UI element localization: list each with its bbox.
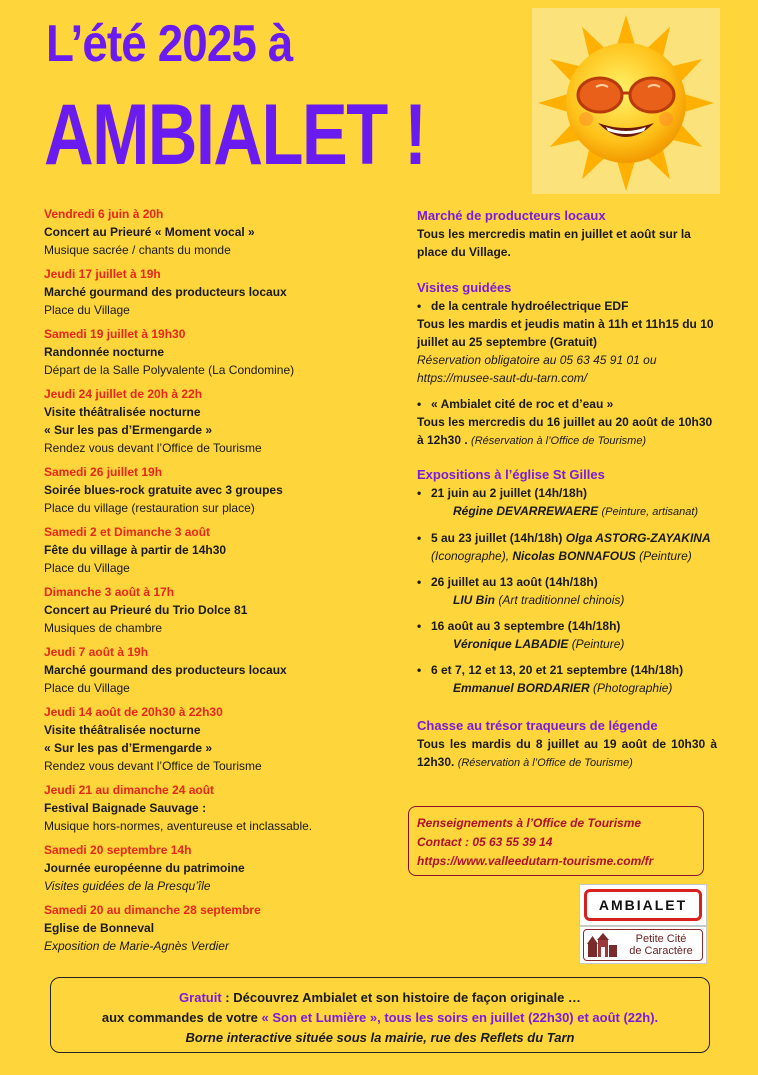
info-line: Renseignements à l’Office de Tourisme [417, 816, 642, 830]
list-item [44, 841, 384, 895]
event-title: Randonnée nocturne [44, 345, 165, 359]
event-date: Jeudi 21 au dimanche 24 août [44, 783, 215, 797]
list-item [417, 395, 717, 413]
event-date: Samedi 26 juillet 19h [44, 465, 163, 479]
market-text: Tous les mercredis matin en juillet et août sur la place du Village. [417, 227, 691, 259]
bullet-icon: • [417, 531, 422, 545]
expos-heading: Expositions à l’église St Gilles [417, 467, 605, 482]
treasure-section [417, 717, 717, 772]
expo-artist: Régine DEVARREWAERE [453, 504, 599, 518]
event-date: Jeudi 14 août de 20h30 à 22h30 [44, 705, 223, 719]
petite-cite-logo [579, 926, 707, 964]
event-date: Samedi 2 et Dimanche 3 août [44, 525, 211, 539]
visits-heading: Visites guidées [417, 280, 512, 295]
list-item [44, 781, 384, 835]
event-date: Jeudi 7 août à 19h [44, 645, 149, 659]
event-title: Eglise de Bonneval [44, 921, 155, 935]
event-desc: Départ de la Salle Polyvalente (La Condomine) [44, 363, 295, 377]
list-item [44, 523, 384, 577]
badge-text [620, 933, 702, 957]
info-url[interactable]: https://www.valleedutarn-tourisme.com/fr [417, 854, 654, 868]
bullet-icon: • [417, 663, 422, 677]
ambialet-sign-logo [579, 884, 707, 926]
event-title: Concert au Prieuré du Trio Dolce 81 [44, 603, 248, 617]
event-title: Marché gourmand des producteurs locaux [44, 663, 287, 677]
expo-dates: 6 et 7, 12 et 13, 20 et 21 septembre (14h/18h) [431, 663, 684, 677]
event-desc: Musiques de chambre [44, 621, 163, 635]
house-icon [584, 931, 620, 959]
event-subtitle: « Sur les pas d’Ermengarde » [44, 741, 213, 755]
event-date: Vendredi 6 juin à 20h [44, 207, 164, 221]
event-title: Soirée blues-rock gratuite avec 3 groupes [44, 483, 283, 497]
event-desc: Place du village (restauration sur place) [44, 501, 255, 515]
list-item [44, 325, 384, 379]
market-heading: Marché de producteurs locaux [417, 208, 606, 223]
expo-dates: 21 juin au 2 juillet (14h/18h) [431, 486, 588, 500]
expo-dates: 26 juillet au 13 août (14h/18h) [431, 575, 598, 589]
expo-artist-line [417, 502, 717, 521]
event-date: Dimanche 3 août à 17h [44, 585, 175, 599]
list-item [44, 583, 384, 637]
bullet-icon: • [417, 397, 422, 411]
treasure-resa: (Réservation à l’Office de Tourisme) [457, 757, 633, 769]
page-title-line1: L’été 2025 à [46, 15, 293, 73]
info-contact: Contact : 05 63 55 39 14 [417, 835, 553, 849]
expo-artist-line [417, 679, 717, 697]
son-et-lumiere-banner [50, 977, 710, 1053]
bullet-icon: • [417, 575, 422, 589]
expo-role: (Iconographe), [431, 549, 513, 563]
banner-line2 [51, 1008, 709, 1028]
list-item [417, 529, 717, 547]
visit-text-block [417, 413, 717, 450]
expo-dates: 5 au 23 juillet (14h/18h) [431, 531, 563, 545]
event-title: Visite théâtralisée nocturne [44, 723, 201, 737]
visit-text: Tous les mercredis du 16 juillet au 20 août de 10h30 à 12h30 . [417, 415, 713, 447]
event-desc: Musique sacrée / chants du monde [44, 243, 231, 257]
visits-section [417, 279, 717, 450]
list-item [44, 463, 384, 517]
visit-title: « Ambialet cité de roc et d’eau » [431, 397, 614, 411]
expo-dates: 16 août au 3 septembre (14h/18h) [431, 619, 621, 633]
bullet-icon: • [417, 619, 422, 633]
expo-artist-line [417, 547, 717, 565]
page-title-line2: AMBIALET ! [44, 87, 426, 183]
list-item [44, 901, 384, 955]
banner-line3: Borne interactive située sous la mairie, rue des Reflets du Tarn [185, 1030, 575, 1045]
event-desc: Exposition de Marie-Agnès Verdier [44, 939, 229, 953]
event-title: Festival Baignade Sauvage : [44, 801, 207, 815]
expo-role: (Peinture) [571, 637, 625, 651]
event-title: Concert au Prieuré « Moment vocal » [44, 225, 255, 239]
event-title: Visite théâtralisée nocturne [44, 405, 201, 419]
list-item [417, 484, 717, 502]
event-date: Samedi 20 au dimanche 28 septembre [44, 903, 261, 917]
visit-title: de la centrale hydroélectrique EDF [431, 299, 629, 313]
event-title: Fête du village à partir de 14h30 [44, 543, 227, 557]
expo-artist: Nicolas BONNAFOUS [512, 549, 636, 563]
list-item [44, 703, 384, 775]
expo-artist-line [417, 591, 717, 609]
visit-url[interactable]: https://musee-saut-du-tarn.com/ [417, 371, 588, 385]
list-item [44, 265, 384, 319]
banner-text: : Découvrez Ambialet et son histoire de façon originale … [221, 990, 581, 1005]
expo-role: (Peinture, artisanat) [601, 506, 699, 518]
sun-illustration [532, 8, 720, 194]
visit-resa: (Réservation à l’Office de Tourisme) [471, 435, 647, 447]
treasure-heading: Chasse au trésor traqueurs de légende [417, 718, 658, 733]
event-desc: Rendez vous devant l’Office de Tourisme [44, 441, 262, 455]
expo-artist: Olga ASTORG-ZAYAKINA [565, 531, 711, 545]
visit-text: Tous les mardis et jeudis matin à 11h et 11h15 du 10 juillet au 25 septembre (Gratuit) [417, 317, 714, 349]
event-desc: Place du Village [44, 561, 130, 575]
events-list [44, 205, 384, 961]
banner-line1 [51, 988, 709, 1008]
right-column [417, 207, 717, 772]
list-item [417, 661, 717, 679]
expo-artist-line [417, 635, 717, 653]
bullet-icon: • [417, 486, 422, 500]
visit-resa: Réservation obligatoire au 05 63 45 91 01 ou [417, 353, 657, 367]
event-desc: Place du Village [44, 303, 130, 317]
event-desc: Visites guidées de la Presqu’île [44, 879, 211, 893]
event-date: Samedi 20 septembre 14h [44, 843, 192, 857]
expo-role: (Peinture) [635, 549, 692, 563]
expo-artist: LIU Bin [453, 593, 495, 607]
expos-section [417, 466, 717, 697]
event-title: Marché gourmand des producteurs locaux [44, 285, 287, 299]
badge-line2: de Caractère [629, 945, 693, 957]
list-item [417, 617, 717, 635]
event-title: Journée européenne du patrimoine [44, 861, 245, 875]
treasure-text: Tous les mardis du 8 juillet au 19 août de 10h30 à 12h30. [417, 737, 717, 769]
expo-artist: Véronique LABADIE [453, 637, 569, 651]
list-item [44, 205, 384, 259]
free-label: Gratuit [179, 990, 222, 1005]
expo-role: (Photographie) [593, 681, 673, 695]
expo-artist: Emmanuel BORDARIER [453, 681, 590, 695]
list-item [417, 297, 717, 315]
sign-text: AMBIALET [584, 889, 702, 921]
list-item [44, 643, 384, 697]
event-desc: Rendez vous devant l’Office de Tourisme [44, 759, 262, 773]
tourist-office-info [408, 806, 704, 876]
list-item [44, 385, 384, 457]
event-date: Samedi 19 juillet à 19h30 [44, 327, 186, 341]
banner-text: aux commandes de votre [101, 1010, 262, 1025]
event-date: Jeudi 24 juillet de 20h à 22h [44, 387, 203, 401]
sun-with-sunglasses-illustration [532, 8, 720, 194]
badge-line1: Petite Cité [635, 933, 687, 945]
market-section [417, 207, 717, 261]
event-desc: Place du Village [44, 681, 130, 695]
list-item [417, 573, 717, 591]
event-desc: Musique hors-normes, aventureuse et inclassable. [44, 819, 313, 833]
event-date: Jeudi 17 juillet à 19h [44, 267, 161, 281]
treasure-text-block [417, 735, 717, 772]
banner-highlight: « Son et Lumière », tous les soirs en juillet (22h30) et août (22h). [261, 1010, 659, 1025]
expo-role: (Art traditionnel chinois) [498, 593, 625, 607]
event-subtitle: « Sur les pas d’Ermengarde » [44, 423, 213, 437]
bullet-icon: • [417, 299, 422, 313]
